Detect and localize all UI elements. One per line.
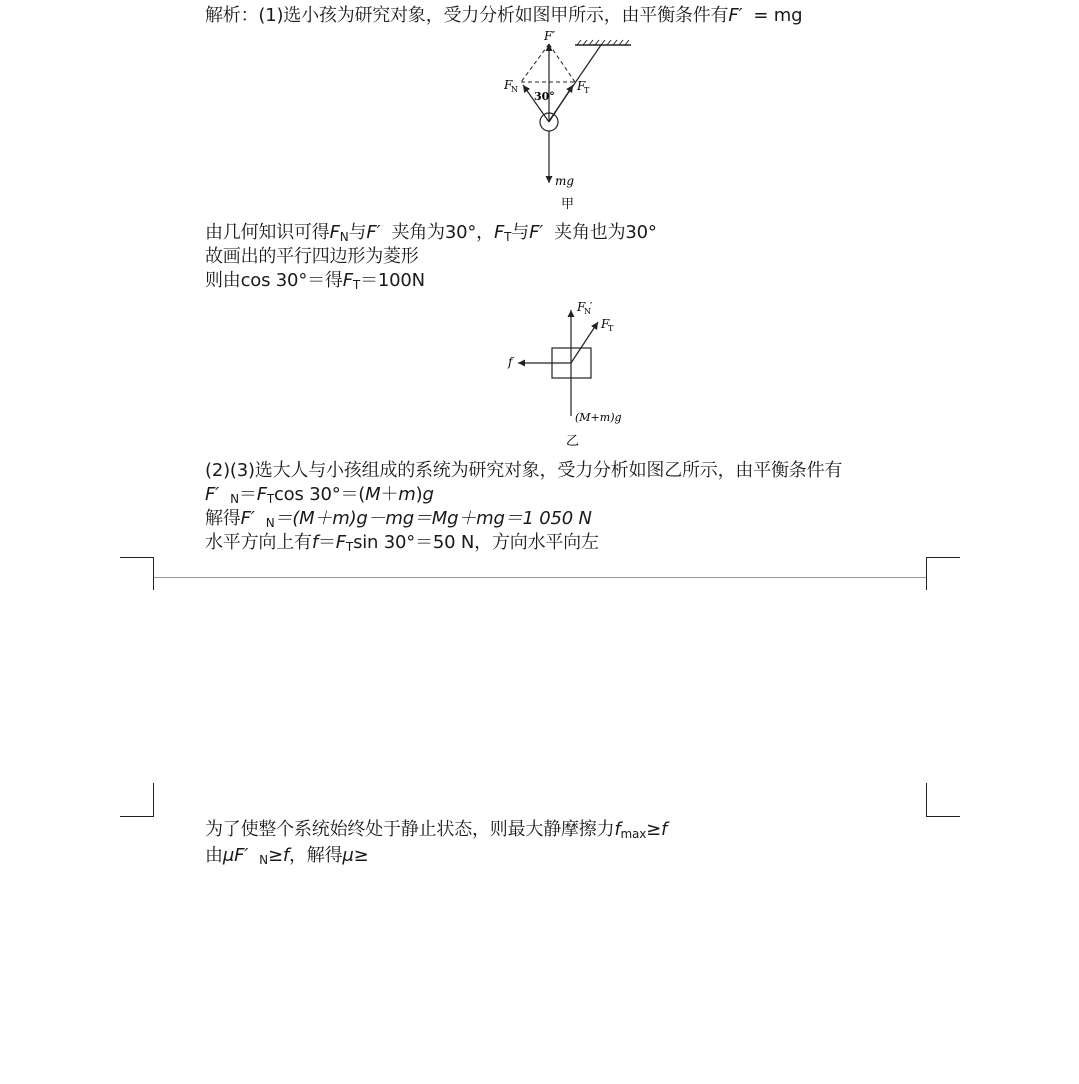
page-divider (154, 577, 926, 578)
analysis-p1-text: (1)选小孩为研究对象，受力分析如图甲所示，由平衡条件有 (258, 5, 729, 26)
label-fn-prime: F (577, 300, 586, 314)
label-ft2: F (601, 317, 610, 331)
system-line: (2)(3)选大人与小孩组成的系统为研究对象，受力分析如图乙所示，由平衡条件有 (205, 460, 843, 481)
analysis-line-1 (205, 5, 802, 27)
label-angle: 30° (534, 90, 555, 103)
normal-force-line: F′ $_N=F_T\cos$ 30°＝(M＋m)g (205, 484, 434, 506)
mu-line: 由μF′ $_N$≥f，解得μ≥ (205, 845, 369, 867)
figure-jia (495, 28, 645, 218)
label-fn: F (504, 78, 513, 92)
solve-line: 解得F′ $_N$＝(M＋m)g－mg＝Mg＋mg＝1 050 N (205, 508, 592, 530)
caption-yi: 乙 (566, 434, 580, 449)
horizontal-line: 水平方向上有$f=F_T\sin$ 30°＝50 N，方向水平向左 (205, 532, 599, 554)
label-mg: mg (555, 174, 575, 188)
label-ft-sub: T (584, 86, 590, 95)
label-f: f (508, 355, 513, 369)
f-prime-symbol: F′ (728, 5, 743, 26)
label-ft2-sub: T (608, 324, 614, 333)
cos-line: 则由cos 30°＝得$F_T=100N$ (205, 270, 425, 292)
label-fn-sub: N (511, 85, 518, 94)
label-fn-prime-mark: ′ (590, 300, 593, 313)
static-friction-line: 为了使整个系统始终处于静止状态，则最大静摩擦力$f_{max}\ge f$ (205, 819, 668, 841)
geometry-line: 由几何知识可得$F_N$与F′ 夹角为30°，$F_T$与F′ 夹角也为30° (205, 222, 657, 244)
label-fn-prime-sub: N (584, 307, 591, 316)
analysis-label: 解析： (205, 5, 259, 26)
caption-jia: 甲 (561, 197, 575, 212)
label-ft: F (577, 79, 586, 93)
rhombus-line: 故画出的平行四边形为菱形 (205, 246, 419, 267)
equals-mg: = mg (753, 5, 803, 26)
label-f-prime: F′ (544, 29, 556, 43)
figure-yi (500, 296, 640, 451)
label-weight: (M+m)g (575, 411, 622, 424)
